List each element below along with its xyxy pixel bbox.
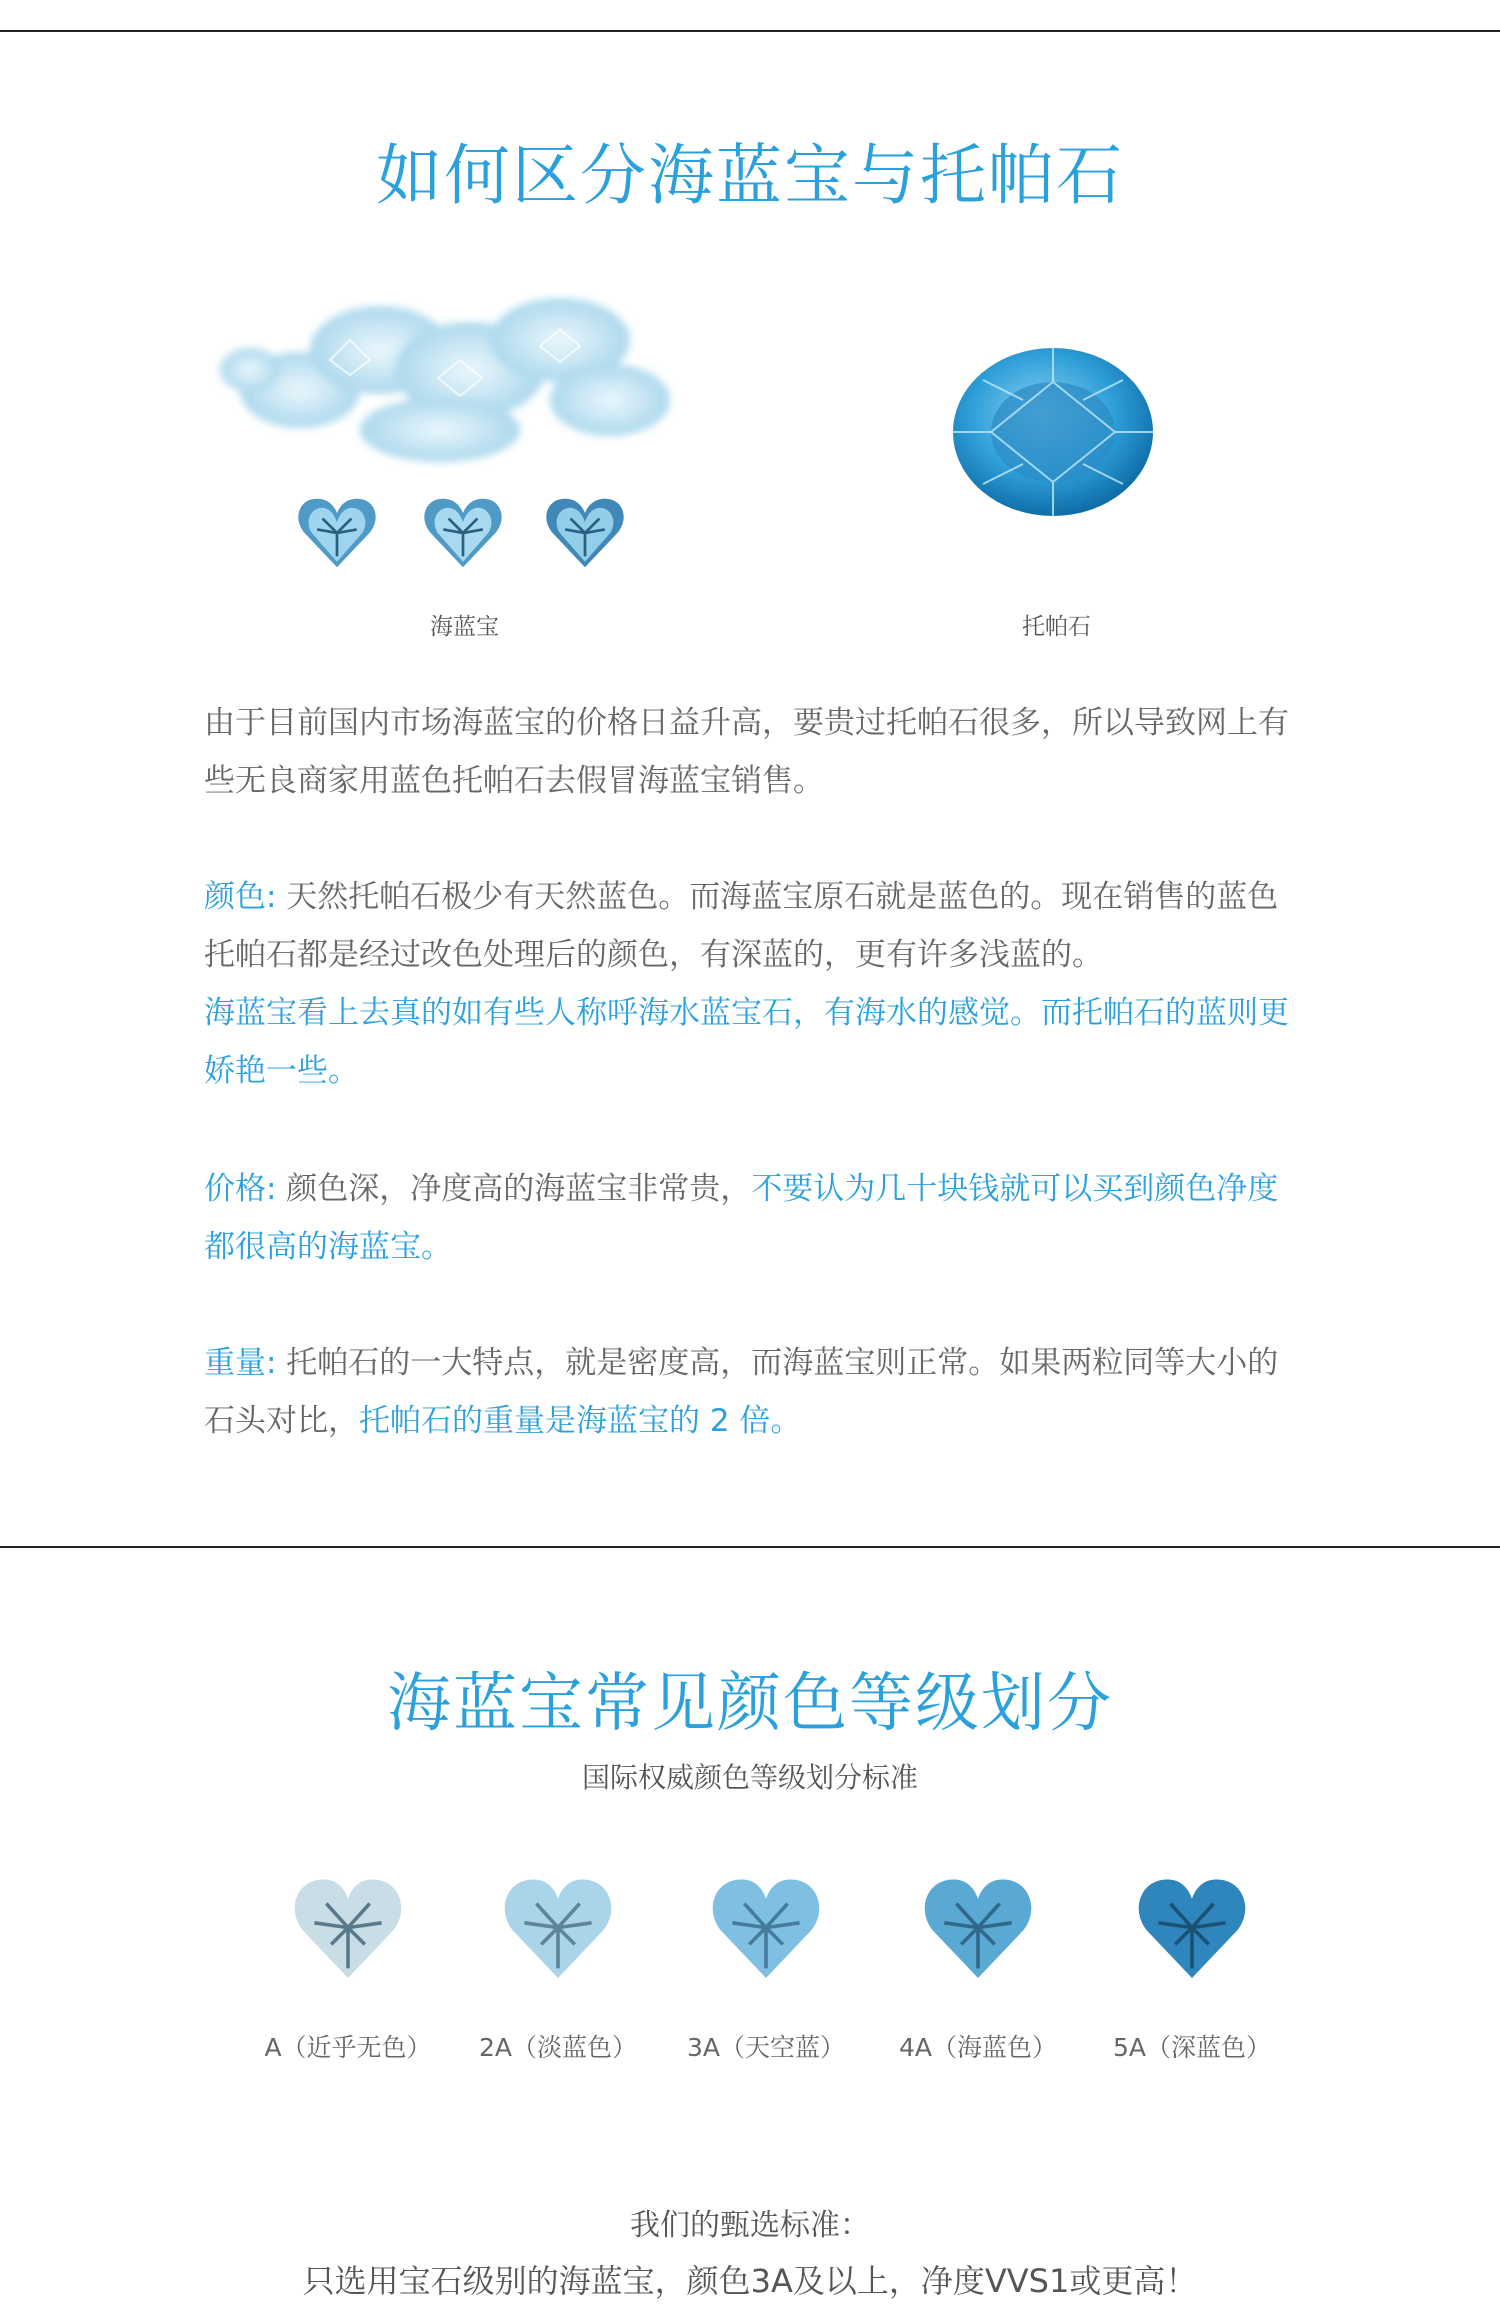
standard-text: 只选用宝石级别的海蓝宝，颜色3A及以上，净度VVS1或更高！ — [302, 2262, 1198, 2300]
price-highlight: 不要认为几十块钱就可以买到颜色净度都很高的海蓝宝。 — [204, 1171, 1279, 1265]
section-divider — [0, 1546, 1500, 1548]
aquamarine-heart-image — [418, 488, 508, 578]
section-title-compare: 如何区分海蓝宝与托帕石 — [376, 137, 1124, 214]
color-text: 天然托帕石极少有天然蓝色。而海蓝宝原石就是蓝色的。现在销售的蓝色托帕石都是经过改色处理后的颜色，有深蓝的，更有许多浅蓝的。 — [204, 879, 1279, 973]
grade-item — [868, 1870, 1088, 2064]
grade-label: 2A（淡蓝色） — [478, 2033, 637, 2062]
section-title-grades: 海蓝宝常见颜色等级划分 — [387, 1667, 1113, 1741]
grade-label: 4A（海蓝色） — [898, 2033, 1057, 2062]
grade-label: A（近乎无色） — [264, 2033, 432, 2062]
grade-heart-icon — [918, 1870, 1038, 1990]
grade-heart-icon — [1132, 1870, 1252, 1990]
intro-paragraph: 由于目前国内市场海蓝宝的价格日益升高，要贵过托帕石很多，所以导致网上有些无良商家用蓝色托帕石去假冒海蓝宝销售。 — [204, 705, 1289, 799]
weight-text: 托帕石的一大特点，就是密度高，而海蓝宝则正常。如果两粒同等大小的石头对比， — [204, 1345, 1279, 1439]
grade-heart-icon — [706, 1870, 826, 1990]
grade-label: 5A（深蓝色） — [1112, 2033, 1271, 2062]
grade-heart-icon — [498, 1870, 618, 1990]
grades-subtitle: 国际权威颜色等级划分标准 — [581, 1761, 918, 1794]
weight-label: 重量: — [204, 1345, 277, 1381]
price-label: 价格: — [204, 1171, 277, 1207]
color-highlight: 海蓝宝看上去真的如有些人称呼海水蓝宝石，有海水的感觉。而托帕石的蓝则更娇艳一些。 — [204, 995, 1289, 1089]
top-divider — [0, 30, 1500, 32]
weight-paragraph — [204, 1334, 1304, 1450]
grade-item — [656, 1870, 876, 2064]
grade-heart-icon — [288, 1870, 408, 1990]
aquamarine-heart-image — [540, 488, 630, 578]
price-paragraph — [204, 1160, 1304, 1276]
color-grade-list — [0, 1870, 1500, 2062]
grade-item — [1082, 1870, 1302, 2064]
grade-label: 3A（天空蓝） — [686, 2033, 845, 2062]
grade-item — [448, 1870, 668, 2064]
standard-heading: 我们的甄选标准： — [630, 2208, 870, 2243]
caption-topaz: 托帕石 — [1022, 614, 1091, 640]
price-text: 颜色深，净度高的海蓝宝非常贵， — [276, 1171, 752, 1207]
aquamarine-cluster-image — [210, 270, 690, 480]
caption-aquamarine: 海蓝宝 — [430, 614, 499, 640]
color-label: 颜色: — [204, 879, 277, 915]
grade-item — [238, 1870, 458, 2064]
topaz-oval-image — [948, 340, 1158, 520]
color-paragraph — [204, 868, 1304, 1100]
aquamarine-heart-image — [292, 488, 382, 578]
weight-highlight: 托帕石的重量是海蓝宝的 2 倍。 — [359, 1403, 802, 1439]
